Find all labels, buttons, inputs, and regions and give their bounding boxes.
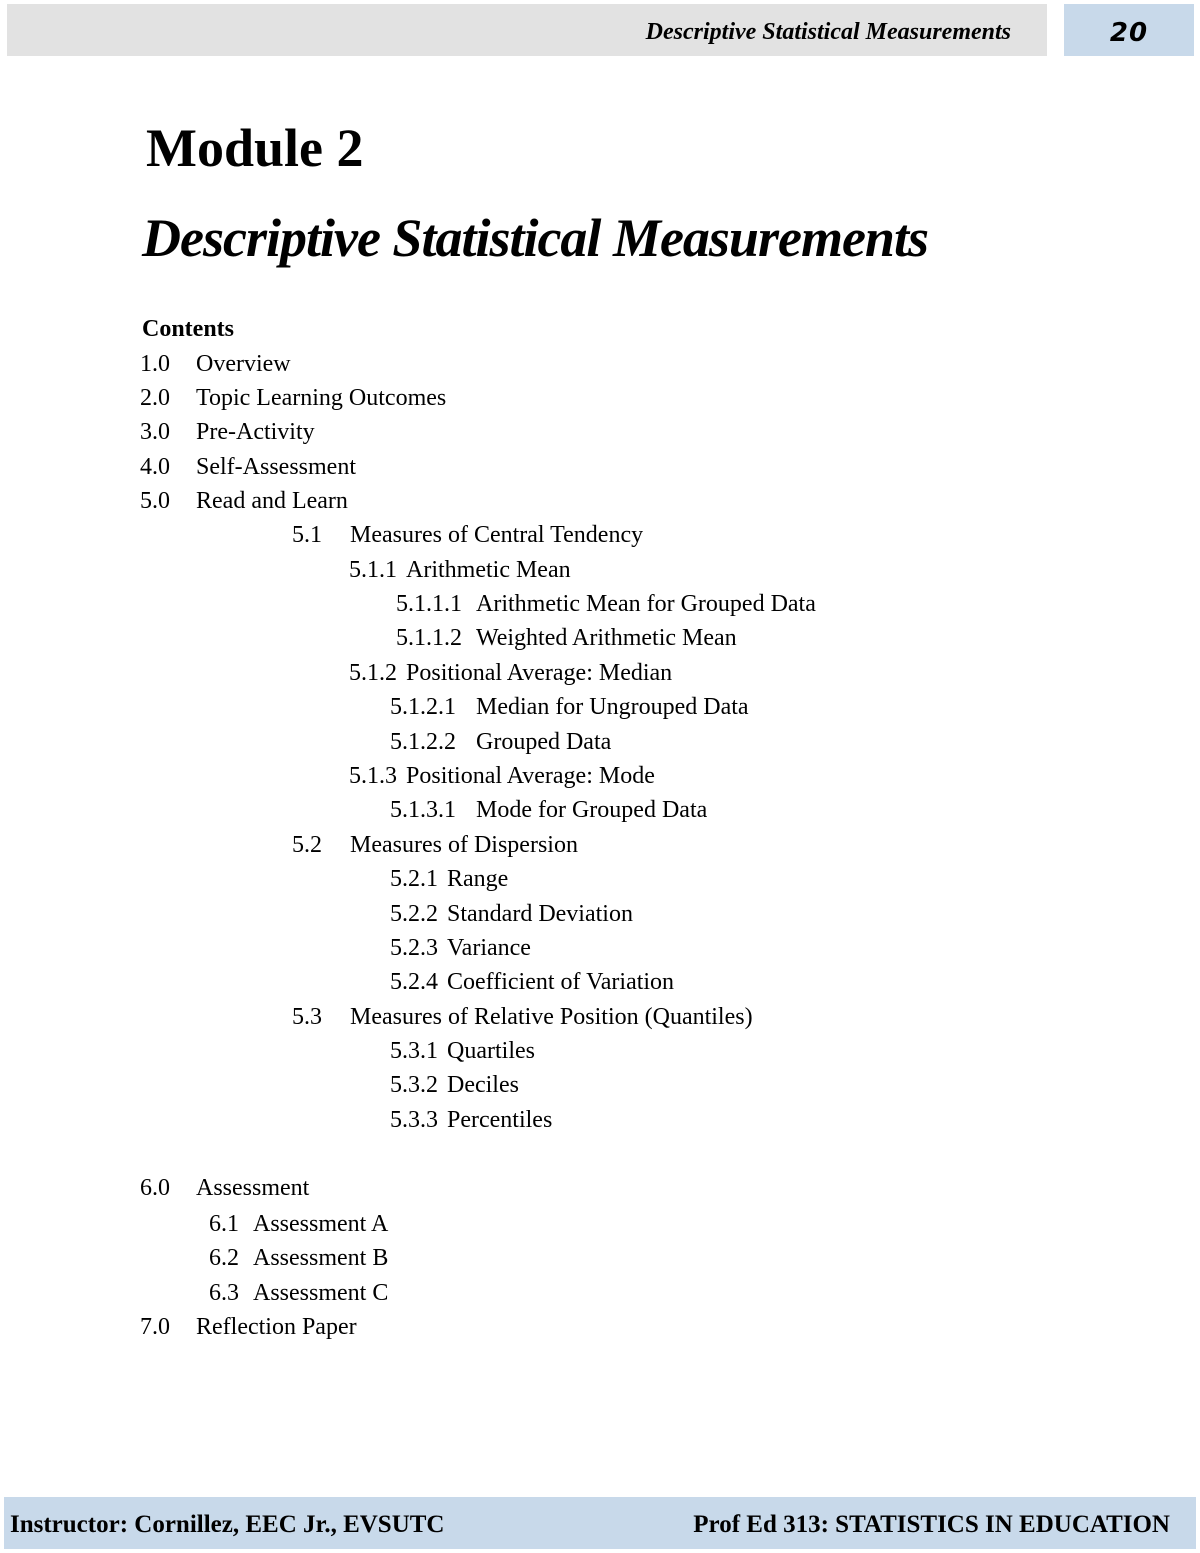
toc-item-text: Coefficient of Variation bbox=[447, 969, 675, 995]
toc-item bbox=[390, 1037, 535, 1065]
toc-item bbox=[390, 1106, 552, 1134]
toc-item-number: 6.3 bbox=[209, 1280, 239, 1306]
toc-item-number: 5.1.2 bbox=[349, 660, 397, 686]
toc-item-text: Standard Deviation bbox=[447, 901, 633, 927]
toc-item-number: 5.1.2.1 bbox=[390, 694, 456, 720]
toc-item-number: 4.0 bbox=[140, 454, 170, 480]
toc-item bbox=[209, 1210, 388, 1238]
toc-item-text: Positional Average: Mode bbox=[406, 763, 655, 789]
toc-item-text: Median for Ungrouped Data bbox=[476, 694, 749, 720]
page-number: 20 bbox=[1109, 18, 1149, 48]
toc-item-text: Positional Average: Median bbox=[406, 660, 673, 686]
toc-item bbox=[349, 762, 655, 790]
toc-item-number: 5.1.1.2 bbox=[396, 625, 462, 651]
toc-item bbox=[390, 796, 707, 824]
toc-item bbox=[140, 487, 348, 515]
toc-item bbox=[140, 384, 446, 412]
toc-item-text: Pre-Activity bbox=[196, 419, 315, 445]
toc-item-text: Percentiles bbox=[447, 1107, 553, 1133]
module-label: Module 2 bbox=[146, 118, 364, 178]
toc-item-text: Assessment A bbox=[253, 1211, 389, 1237]
toc-item-text: Measures of Central Tendency bbox=[350, 522, 644, 548]
toc-item-number: 2.0 bbox=[140, 385, 170, 411]
running-header-title: Descriptive Statistical Measurements bbox=[645, 19, 1011, 45]
toc-item-text: Overview bbox=[196, 351, 291, 377]
module-title: Descriptive Statistical Measurements bbox=[142, 208, 928, 268]
page-footer bbox=[4, 1497, 1196, 1549]
toc-item bbox=[292, 831, 578, 859]
toc-item-number: 5.1.3 bbox=[349, 763, 397, 789]
toc-item bbox=[209, 1279, 388, 1307]
toc-item-text: Quartiles bbox=[447, 1038, 535, 1064]
toc-item-text: Arithmetic Mean for Grouped Data bbox=[476, 591, 816, 617]
toc-item-text: Variance bbox=[447, 935, 531, 961]
toc-item-text: Weighted Arithmetic Mean bbox=[476, 625, 737, 651]
toc-item-number: 5.2.4 bbox=[390, 969, 438, 995]
toc-item-number: 5.3.2 bbox=[390, 1072, 438, 1098]
toc-item-number: 6.1 bbox=[209, 1211, 239, 1237]
toc-item bbox=[390, 934, 531, 962]
toc-item-text: Arithmetic Mean bbox=[406, 557, 571, 583]
toc-item bbox=[209, 1244, 388, 1272]
toc-item-number: 6.0 bbox=[140, 1175, 170, 1201]
toc-item-text: Deciles bbox=[447, 1072, 519, 1098]
toc-item-number: 5.1.1.1 bbox=[396, 591, 462, 617]
toc-item bbox=[349, 659, 672, 687]
toc-item-text: Assessment bbox=[196, 1175, 310, 1201]
toc-item-number: 5.3.1 bbox=[390, 1038, 438, 1064]
toc-item-text: Read and Learn bbox=[196, 488, 348, 514]
toc-item-text: Range bbox=[447, 866, 509, 892]
toc-item bbox=[390, 693, 749, 721]
toc-item bbox=[390, 900, 633, 928]
page-number-box bbox=[1064, 4, 1194, 56]
toc-item-number: 1.0 bbox=[140, 351, 170, 377]
toc-item bbox=[390, 1071, 519, 1099]
toc-item bbox=[292, 1003, 753, 1031]
toc-item-number: 5.3.3 bbox=[390, 1107, 438, 1133]
toc-item-text: Mode for Grouped Data bbox=[476, 797, 708, 823]
toc-item-text: Self-Assessment bbox=[196, 454, 356, 480]
toc-item-number: 7.0 bbox=[140, 1314, 170, 1340]
toc-item bbox=[140, 1313, 357, 1341]
contents-heading: Contents bbox=[142, 316, 235, 342]
toc-item-text: Measures of Dispersion bbox=[350, 832, 578, 858]
toc-item bbox=[140, 350, 291, 378]
toc-item-text: Measures of Relative Position (Quantiles) bbox=[350, 1004, 753, 1030]
toc-item-number: 5.1.1 bbox=[349, 557, 397, 583]
footer-instructor: Instructor: Cornillez, EEC Jr., EVSUTC bbox=[10, 1511, 445, 1538]
toc-item-text: Assessment B bbox=[253, 1245, 389, 1271]
toc-item bbox=[349, 556, 571, 584]
toc-item-number: 6.2 bbox=[209, 1245, 239, 1271]
toc-item bbox=[390, 865, 508, 893]
toc-item bbox=[140, 418, 315, 446]
toc-item-number: 5.1.2.2 bbox=[390, 729, 456, 755]
toc-item bbox=[396, 624, 737, 652]
toc-item-number: 5.1.3.1 bbox=[390, 797, 456, 823]
toc-item-number: 5.2.1 bbox=[390, 866, 438, 892]
toc-item-text: Assessment C bbox=[253, 1280, 389, 1306]
toc-item-number: 5.1 bbox=[292, 522, 322, 548]
toc-item-text: Topic Learning Outcomes bbox=[196, 385, 447, 411]
toc-item-number: 5.3 bbox=[292, 1004, 322, 1030]
toc-item bbox=[140, 453, 356, 481]
toc-item bbox=[390, 968, 674, 996]
toc-item-number: 5.2.3 bbox=[390, 935, 438, 961]
toc-item-number: 5.2.2 bbox=[390, 901, 438, 927]
toc-item bbox=[396, 590, 816, 618]
toc-item-number: 3.0 bbox=[140, 419, 170, 445]
running-header bbox=[7, 4, 1047, 56]
footer-course: Prof Ed 313: STATISTICS IN EDUCATION bbox=[693, 1511, 1170, 1538]
toc-item-number: 5.0 bbox=[140, 488, 170, 514]
toc-item bbox=[390, 728, 611, 756]
toc-item-text: Grouped Data bbox=[476, 729, 612, 755]
toc-item bbox=[292, 521, 643, 549]
toc-item-text: Reflection Paper bbox=[196, 1314, 357, 1340]
toc-item bbox=[140, 1174, 309, 1202]
toc-item-number: 5.2 bbox=[292, 832, 322, 858]
